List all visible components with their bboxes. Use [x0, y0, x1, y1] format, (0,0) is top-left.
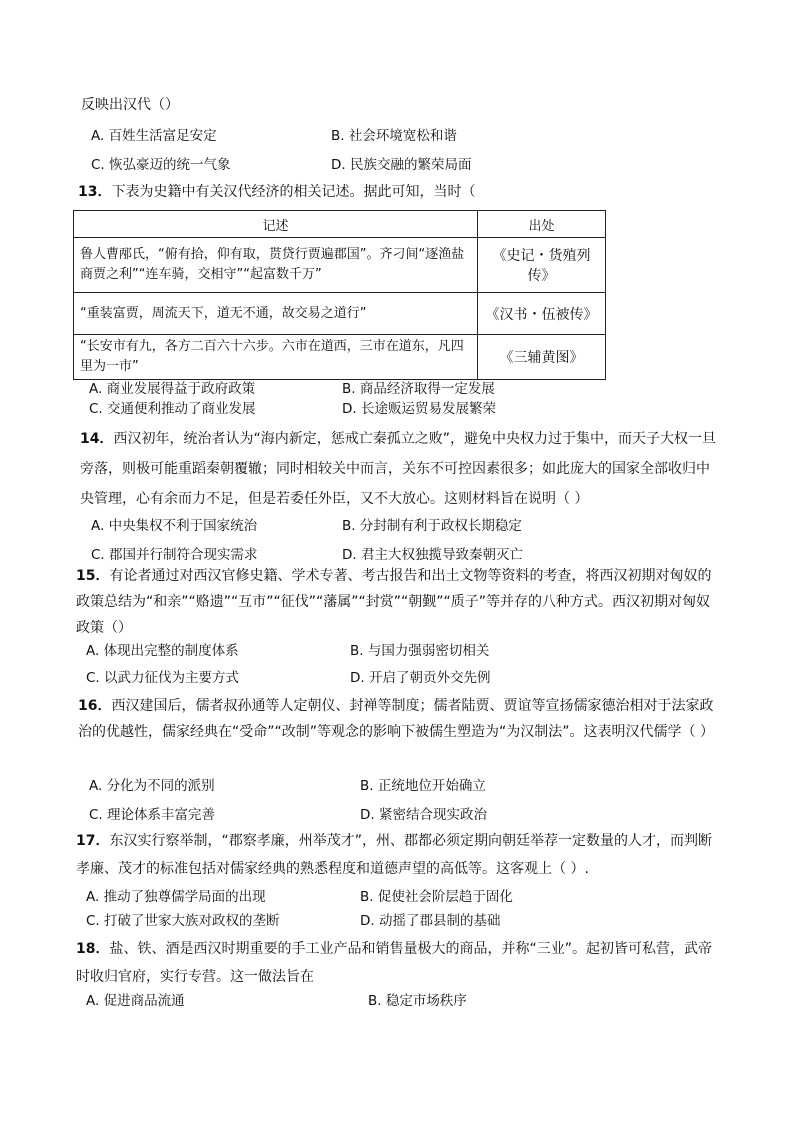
q14-option-a: A. 中央集权不利于国家统治 [91, 518, 258, 534]
q12-option-b: B. 社会环境宽松和谐 [331, 128, 457, 144]
q16-option-c: C. 理论体系丰富完善 [89, 807, 216, 823]
q14-option-b: B. 分封制有利于政权长期稳定 [342, 518, 522, 534]
q15-option-b: B. 与国力强弱密切相关 [350, 643, 490, 659]
table-cell-record: 鲁人曹邴氏，“俯有拾，仰有取，贳贷行贾遍郡国”。齐刁间“逐渔盐商贾之利”“连车骑，交相守”“起富数千万” [74, 238, 478, 293]
q17-option-a: A. 推动了独尊儒学局面的出现 [86, 889, 266, 905]
q17-stem-text: 东汉实行察举制，“郡察孝廉，州举茂才”，州、郡都必须定期向朝廷举荐一定数量的人才，而判断孝廉、茂才的标准包括对儒家经典的熟悉程度和道德声望的高低等。这客观上（ ）. [76, 833, 712, 877]
q18-option-a: A. 促进商品流通 [86, 993, 185, 1009]
q17-number: 17． [76, 833, 110, 849]
q13-option-b: B. 商品经济取得一定发展 [342, 381, 495, 397]
q16-option-d: D. 紧密结合现实政治 [360, 807, 487, 823]
q15-option-d: D. 开启了朝贡外交先例 [350, 670, 491, 686]
table-cell-source: 《三辅黄图》 [478, 335, 606, 380]
table-header-source: 出处 [478, 211, 606, 238]
table-row [74, 238, 606, 293]
q15-stem [76, 563, 718, 641]
q14-stem [80, 424, 718, 514]
q16-number: 16． [78, 698, 112, 714]
q13-option-a: A. 商业发展得益于政府政策 [89, 381, 256, 397]
q15-number: 15． [76, 568, 110, 584]
q15-stem-text: 有论者通过对西汉官修史籍、学术专著、考古报告和出土文物等资料的考查，将西汉初期对匈奴的政策总结为“和亲”“赂遗”“互市”“征伐”“藩属”“封赏”“朝觐”“质子”等并存的八种方式。西汉初期对匈奴政策（） [76, 568, 712, 636]
table-header-row [74, 211, 606, 238]
table-row [74, 335, 606, 380]
q18-stem-text: 盐、铁、酒是西汉时期重要的手工业产品和销售量极大的商品，并称“三业”。起初皆可私营，武帝时收归官府，实行专营。这一做法旨在 [76, 941, 712, 985]
q17-stem [76, 827, 718, 883]
table-cell-record: “长安市有九，各方二百六十六步。六市在道西，三市在道东，凡四里为一市” [74, 335, 478, 380]
q16-option-b: B. 正统地位开始确立 [360, 778, 486, 794]
q14-stem-text: 西汉初年，统治者认为“海内新定，惩戒亡秦孤立之败”，避免中央权力过于集中，而天子大权一旦旁落，则极可能重蹈秦朝覆辙；同时相较关中而言，关东不可控因素很多；如此庞大的国家全部收归中央管理，心有余而力不足，但是若委任外臣，又不大放心。这则材料旨在说明（ ） [80, 431, 716, 507]
table-row [74, 293, 606, 335]
table-header-record: 记述 [74, 211, 478, 238]
q16-option-a: A. 分化为不同的派别 [89, 778, 215, 794]
q14-number: 14． [80, 431, 114, 447]
q16-stem-text: 西汉建国后，儒者叔孙通等人定朝仪、封禅等制度；儒者陆贾、贾谊等宣扬儒家德治相对于法家政治的优越性，儒家经典在“受命”“改制”等观念的影响下被儒生塑造为“为汉制法”。这表明汉代儒学（ ） [78, 698, 714, 740]
q14-option-d: D. 君主大权独揽导致秦朝灭亡 [342, 547, 523, 563]
q13-number: 13． [78, 184, 112, 200]
q13-source-table [73, 210, 606, 380]
q13-stem [78, 183, 475, 201]
q13-stem-text: 下表为史籍中有关汉代经济的相关记述。据此可知，当时（ [111, 184, 476, 200]
q18-number: 18． [76, 941, 110, 957]
q12-option-c: C. 恢弘豪迈的统一气象 [91, 157, 231, 173]
q18-stem [76, 935, 718, 991]
table-cell-source: 《史记・货殖列传》 [478, 238, 606, 293]
q18-option-b: B. 稳定市场秩序 [368, 993, 467, 1009]
q12-option-a: A. 百姓生活富足安定 [91, 128, 217, 144]
q12-stem-tail: 反映出汉代（） [81, 97, 179, 113]
table-cell-source: 《汉书・伍被传》 [478, 293, 606, 335]
q14-option-c: C. 郡国并行制符合现实需求 [91, 547, 258, 563]
q17-option-c: C. 打破了世家大族对政权的垄断 [86, 913, 280, 929]
q15-option-c: C. 以武力征伐为主要方式 [86, 670, 240, 686]
q15-option-a: A. 体现出完整的制度体系 [86, 643, 239, 659]
q13-option-c: C. 交通便利推动了商业发展 [89, 401, 256, 417]
q13-option-d: D. 长途贩运贸易发展繁荣 [342, 401, 496, 417]
q16-stem [78, 693, 718, 745]
q12-option-d: D. 民族交融的繁荣局面 [331, 157, 472, 173]
q17-option-d: D. 动摇了郡县制的基础 [360, 913, 501, 929]
table-cell-record: “重装富贾，周流天下，道无不通，故交易之道行” [74, 293, 478, 335]
q17-option-b: B. 促使社会阶层趋于固化 [360, 889, 513, 905]
